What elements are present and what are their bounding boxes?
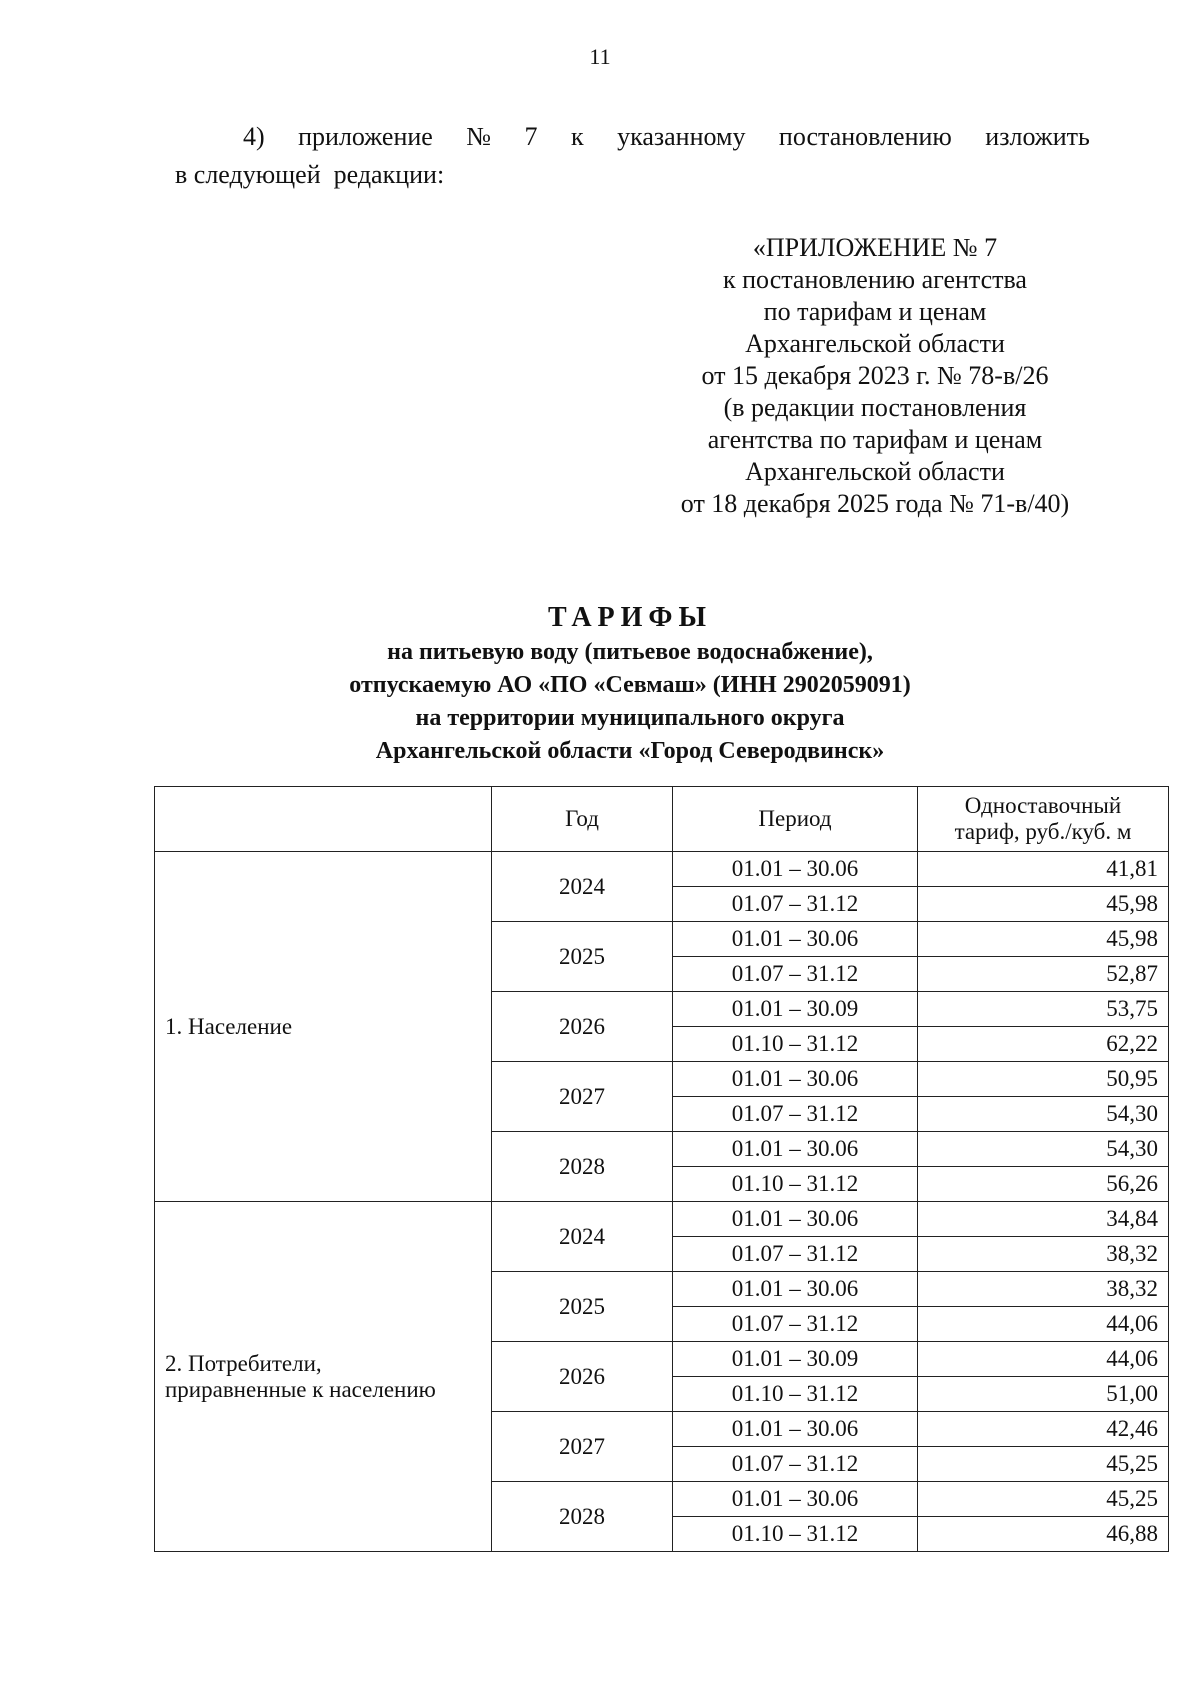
period-cell: 01.01 – 30.09 bbox=[673, 992, 918, 1027]
period-cell: 01.01 – 30.06 bbox=[673, 1132, 918, 1167]
title-line: на питьевую воду (питьевое водоснабжение), bbox=[387, 639, 873, 665]
period-cell: 01.01 – 30.09 bbox=[673, 1342, 918, 1377]
period-cell: 01.01 – 30.06 bbox=[673, 1412, 918, 1447]
tariff-value-cell: 44,06 bbox=[918, 1307, 1169, 1342]
intro-word: приложение bbox=[298, 122, 433, 151]
annex-line: агентства по тарифам и ценам bbox=[707, 425, 1043, 454]
intro-word: № bbox=[466, 122, 492, 151]
period-cell: 01.07 – 31.12 bbox=[673, 1097, 918, 1132]
annex-line: от 15 декабря 2023 г. № 78-в/26 bbox=[701, 361, 1049, 390]
period-cell: 01.01 – 30.06 bbox=[673, 1202, 918, 1237]
period-cell: 01.07 – 31.12 bbox=[673, 1237, 918, 1272]
header-tariff-line: тариф, руб./куб. м bbox=[954, 819, 1132, 844]
category-cell bbox=[155, 1202, 492, 1552]
period-cell: 01.01 – 30.06 bbox=[673, 1482, 918, 1517]
tariff-value-cell: 56,26 bbox=[918, 1167, 1169, 1202]
tariff-value-cell: 62,22 bbox=[918, 1027, 1169, 1062]
tariff-value-cell: 38,32 bbox=[918, 1237, 1169, 1272]
annex-line: Архангельской области bbox=[745, 329, 1005, 358]
tariff-value-cell: 50,95 bbox=[918, 1062, 1169, 1097]
category-label-line: 2. Потребители, bbox=[165, 1350, 322, 1376]
annex-line: (в редакции постановления bbox=[723, 393, 1027, 422]
annex-line: по тарифам и ценам bbox=[763, 297, 987, 326]
tariff-table bbox=[154, 786, 1169, 1552]
title-line: на территории муниципального округа bbox=[415, 705, 845, 731]
period-cell: 01.10 – 31.12 bbox=[673, 1377, 918, 1412]
intro-word: 4) bbox=[243, 122, 265, 151]
period-cell: 01.10 – 31.12 bbox=[673, 1517, 918, 1552]
intro-word: изложить bbox=[985, 122, 1090, 151]
header-tariff-line: Одноставочный bbox=[964, 793, 1122, 818]
period-cell: 01.01 – 30.06 bbox=[673, 922, 918, 957]
tariff-value-cell: 45,98 bbox=[918, 887, 1169, 922]
title-line: отпускаемую АО «ПО «Севмаш» (ИНН 2902059091) bbox=[349, 672, 911, 698]
document-title: ТАРИФЫ bbox=[548, 602, 712, 633]
table-row bbox=[155, 852, 1169, 887]
year-cell: 2027 bbox=[492, 1412, 673, 1482]
tariff-value-cell: 45,25 bbox=[918, 1447, 1169, 1482]
year-cell: 2028 bbox=[492, 1132, 673, 1202]
intro-word: постановлению bbox=[778, 122, 952, 151]
tariff-value-cell: 45,25 bbox=[918, 1482, 1169, 1517]
period-cell: 01.01 – 30.06 bbox=[673, 1272, 918, 1307]
intro-paragraph bbox=[175, 118, 1090, 194]
tariff-value-cell: 38,32 bbox=[918, 1272, 1169, 1307]
year-cell: 2025 bbox=[492, 922, 673, 992]
period-cell: 01.01 – 30.06 bbox=[673, 852, 918, 887]
category-label-line: 1. Население bbox=[165, 1013, 293, 1039]
table-header-row bbox=[155, 787, 1169, 852]
tariff-value-cell: 45,98 bbox=[918, 922, 1169, 957]
annex-line: «ПРИЛОЖЕНИЕ № 7 bbox=[752, 233, 998, 262]
year-cell: 2025 bbox=[492, 1272, 673, 1342]
tariff-value-cell: 46,88 bbox=[918, 1517, 1169, 1552]
period-cell: 01.01 – 30.06 bbox=[673, 1062, 918, 1097]
tariff-value-cell: 51,00 bbox=[918, 1377, 1169, 1412]
period-cell: 01.07 – 31.12 bbox=[673, 1307, 918, 1342]
year-cell: 2026 bbox=[492, 992, 673, 1062]
year-cell: 2024 bbox=[492, 1202, 673, 1272]
tariff-value-cell: 44,06 bbox=[918, 1342, 1169, 1377]
category-cell bbox=[155, 852, 492, 1202]
tariff-value-cell: 54,30 bbox=[918, 1097, 1169, 1132]
category-label-line: приравненные к населению bbox=[165, 1376, 436, 1402]
header-year: Год bbox=[492, 787, 673, 852]
annex-line: от 18 декабря 2025 года № 71-в/40) bbox=[680, 489, 1070, 518]
period-cell: 01.07 – 31.12 bbox=[673, 887, 918, 922]
year-cell: 2028 bbox=[492, 1482, 673, 1552]
intro-line-1 bbox=[175, 118, 1090, 156]
annex-line: Архангельской области bbox=[745, 457, 1005, 486]
tariff-value-cell: 54,30 bbox=[918, 1132, 1169, 1167]
tariff-value-cell: 41,81 bbox=[918, 852, 1169, 887]
intro-word: к bbox=[570, 122, 584, 151]
period-cell: 01.07 – 31.12 bbox=[673, 1447, 918, 1482]
tariff-value-cell: 53,75 bbox=[918, 992, 1169, 1027]
intro-word: 7 bbox=[524, 122, 538, 151]
year-cell: 2027 bbox=[492, 1062, 673, 1132]
tariff-value-cell: 34,84 bbox=[918, 1202, 1169, 1237]
period-cell: 01.07 – 31.12 bbox=[673, 957, 918, 992]
period-cell: 01.10 – 31.12 bbox=[673, 1027, 918, 1062]
intro-line-2: в следующей редакции: bbox=[175, 160, 445, 189]
header-period: Период bbox=[673, 787, 918, 852]
annex-block bbox=[630, 232, 1120, 520]
document-title-block bbox=[140, 600, 1120, 768]
title-line: Архангельской области «Город Северодвинск» bbox=[375, 738, 885, 764]
page-number: 11 bbox=[589, 44, 611, 69]
header-category bbox=[155, 787, 492, 852]
annex-line: к постановлению агентства bbox=[723, 265, 1027, 294]
table-body bbox=[155, 852, 1169, 1552]
tariff-value-cell: 52,87 bbox=[918, 957, 1169, 992]
year-cell: 2026 bbox=[492, 1342, 673, 1412]
year-cell: 2024 bbox=[492, 852, 673, 922]
period-cell: 01.10 – 31.12 bbox=[673, 1167, 918, 1202]
table-row bbox=[155, 1202, 1169, 1237]
tariff-value-cell: 42,46 bbox=[918, 1412, 1169, 1447]
header-tariff bbox=[918, 787, 1169, 852]
intro-word: указанному bbox=[617, 122, 746, 151]
